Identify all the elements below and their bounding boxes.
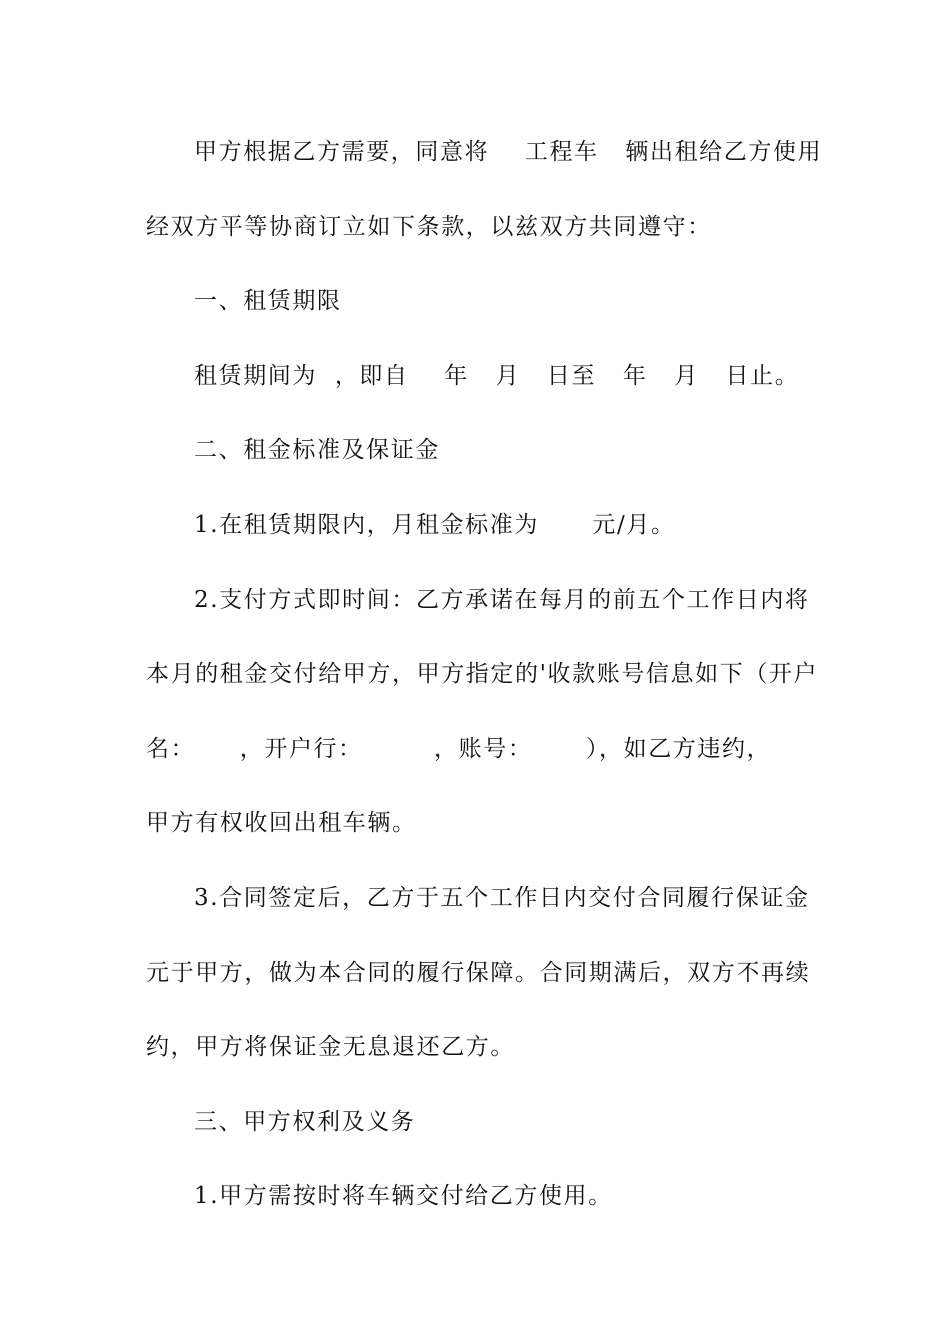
paragraph-line: 1.甲方需按时将车辆交付给乙方使用。 — [194, 1183, 613, 1209]
paragraph-line: 租赁期间为 ，即自 年 月 日至 年 月 日止。 — [194, 363, 800, 389]
paragraph-line: 经双方平等协商订立如下条款，以兹双方共同遵守： — [146, 214, 712, 240]
paragraph-line: 甲方有权收回出租车辆。 — [146, 810, 417, 836]
paragraph-line: 3.合同签定后，乙方于五个工作日内交付合同履行保证金 — [194, 885, 810, 911]
section-heading: 三、甲方权利及义务 — [194, 1109, 416, 1135]
section-heading: 一、租赁期限 — [194, 288, 342, 314]
paragraph-line: 1.在租赁期限内，月租金标准为 元/月。 — [194, 512, 676, 538]
paragraph-line: 2.支付方式即时间：乙方承诺在每月的前五个工作日内将 — [194, 587, 810, 613]
section-heading: 二、租金标准及保证金 — [194, 437, 440, 463]
paragraph-line: 元于甲方，做为本合同的履行保障。合同期满后，双方不再续 — [146, 960, 811, 986]
paragraph-line: 名： ，开户行： ，账号： ），如乙方违约， — [146, 736, 772, 762]
paragraph-line: 约，甲方将保证金无息退还乙方。 — [146, 1034, 515, 1060]
paragraph-line: 甲方根据乙方需要，同意将 工程车 辆出租给乙方使用 — [194, 139, 823, 165]
paragraph-line: 本月的租金交付给甲方，甲方指定的'收款账号信息如下（开户 — [146, 661, 819, 687]
